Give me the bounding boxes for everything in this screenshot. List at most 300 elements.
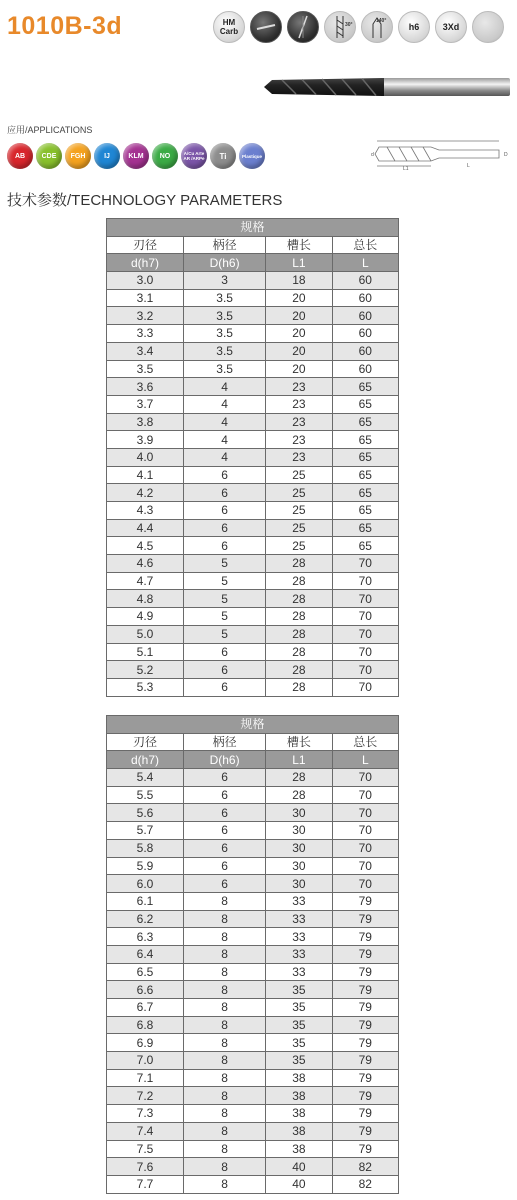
- table-cell: 23: [266, 431, 332, 449]
- table-cell: 6: [183, 502, 265, 520]
- table-row: [107, 999, 399, 1017]
- applications-list: [7, 143, 265, 169]
- column-header: 总长: [332, 236, 398, 254]
- table-cell: 60: [332, 325, 398, 343]
- table-cell: 35: [266, 981, 332, 999]
- table-cell: 3.5: [107, 360, 184, 378]
- table-cell: 33: [266, 928, 332, 946]
- table-cell: 3.5: [183, 325, 265, 343]
- table-row: [107, 466, 399, 484]
- table-row: [107, 1069, 399, 1087]
- table-cell: 25: [266, 466, 332, 484]
- app-ij-label: IJ: [104, 152, 110, 160]
- table-cell: 35: [266, 1052, 332, 1070]
- table-cell: 6: [183, 857, 265, 875]
- table-cell: 6: [183, 839, 265, 857]
- table-row: [107, 769, 399, 787]
- table-cell: 70: [332, 643, 398, 661]
- table-cell: 79: [332, 1052, 398, 1070]
- table-cell: 82: [332, 1158, 398, 1176]
- table-row: [107, 1105, 399, 1123]
- hm-carbide-label: HM Carb: [219, 18, 239, 36]
- table-cell: 3.2: [107, 307, 184, 325]
- table-row: [107, 448, 399, 466]
- table-cell: 6: [183, 661, 265, 679]
- table-cell: 6: [183, 786, 265, 804]
- schematic-l-label: L: [467, 163, 470, 169]
- table-cell: 4.3: [107, 502, 184, 520]
- coating-badge: [250, 11, 282, 43]
- table-cell: 79: [332, 945, 398, 963]
- table-row: [107, 537, 399, 555]
- table-row: [107, 1122, 399, 1140]
- table-cell: 6: [183, 678, 265, 696]
- column-unit: D(h6): [183, 254, 265, 272]
- point-angle-icon: [362, 12, 392, 42]
- table-cell: 40: [266, 1158, 332, 1176]
- table-cell: 3.6: [107, 378, 184, 396]
- table-cell: 5.4: [107, 769, 184, 787]
- table-row: [107, 590, 399, 608]
- table-cell: 70: [332, 769, 398, 787]
- table-cell: 8: [183, 1052, 265, 1070]
- table-row: [107, 892, 399, 910]
- table-cell: 70: [332, 875, 398, 893]
- table-row: [107, 839, 399, 857]
- table-cell: 3.5: [183, 289, 265, 307]
- table-row: [107, 1016, 399, 1034]
- table-cell: 6.2: [107, 910, 184, 928]
- table-cell: 8: [183, 1087, 265, 1105]
- table-cell: 3: [183, 272, 265, 290]
- drill-schematic: [371, 137, 511, 171]
- table-cell: 8: [183, 1140, 265, 1158]
- table-cell: 5.7: [107, 822, 184, 840]
- table-cell: 6.9: [107, 1034, 184, 1052]
- app-plastic: [239, 143, 265, 169]
- table-cell: 70: [332, 608, 398, 626]
- table-cell: 28: [266, 555, 332, 573]
- table-cell: 3.5: [183, 342, 265, 360]
- table-cell: 8: [183, 1105, 265, 1123]
- drill-image: [262, 72, 512, 102]
- table-cell: 79: [332, 1122, 398, 1140]
- table-cell: 30: [266, 822, 332, 840]
- table-row: [107, 910, 399, 928]
- table-cell: 79: [332, 999, 398, 1017]
- table-cell: 70: [332, 804, 398, 822]
- point-angle-badge: [361, 11, 393, 43]
- table-cell: 23: [266, 413, 332, 431]
- app-ti: [210, 143, 236, 169]
- table-cell: 5: [183, 625, 265, 643]
- table-row: [107, 928, 399, 946]
- table-cell: 3.0: [107, 272, 184, 290]
- table-cell: 4: [183, 395, 265, 413]
- schematic-l1-label: L1: [403, 166, 409, 171]
- table-cell: 65: [332, 502, 398, 520]
- spec-header: 规格: [107, 716, 399, 734]
- product-title: 1010B-3d: [7, 12, 123, 40]
- app-plastic-label: Plastique: [241, 153, 262, 159]
- table-cell: 6: [183, 519, 265, 537]
- table-cell: 82: [332, 1175, 398, 1193]
- table-cell: 65: [332, 378, 398, 396]
- table-cell: 5: [183, 608, 265, 626]
- table-cell: 5: [183, 555, 265, 573]
- table-row: [107, 395, 399, 413]
- table-cell: 8: [183, 1016, 265, 1034]
- table-row: [107, 625, 399, 643]
- table-cell: 40: [266, 1175, 332, 1193]
- table-cell: 7.1: [107, 1069, 184, 1087]
- table-cell: 70: [332, 786, 398, 804]
- table-row: [107, 555, 399, 573]
- table-row: [107, 1052, 399, 1070]
- table-cell: 65: [332, 466, 398, 484]
- table-cell: 6: [183, 484, 265, 502]
- table-cell: 60: [332, 307, 398, 325]
- schematic-D-label: D: [504, 152, 508, 158]
- table-cell: 4: [183, 431, 265, 449]
- table-cell: 70: [332, 572, 398, 590]
- table-cell: 28: [266, 590, 332, 608]
- table-cell: 60: [332, 342, 398, 360]
- table-cell: 35: [266, 1016, 332, 1034]
- table-cell: 30: [266, 839, 332, 857]
- table-cell: 5.0: [107, 625, 184, 643]
- schematic-d-label: d: [371, 152, 374, 158]
- table-cell: 79: [332, 892, 398, 910]
- table-cell: 5.9: [107, 857, 184, 875]
- column-header: 总长: [332, 733, 398, 751]
- 3xd-badge: [435, 11, 467, 43]
- table-cell: 25: [266, 519, 332, 537]
- table-cell: 20: [266, 342, 332, 360]
- app-klm-label: KLM: [128, 152, 144, 160]
- table-row: [107, 272, 399, 290]
- table-row: [107, 804, 399, 822]
- table-cell: 4.8: [107, 590, 184, 608]
- app-no: [152, 143, 178, 169]
- table-cell: 33: [266, 945, 332, 963]
- table-cell: 7.0: [107, 1052, 184, 1070]
- app-ti-label: Ti: [219, 151, 227, 161]
- column-unit: L: [332, 751, 398, 769]
- table-row: [107, 678, 399, 696]
- table-cell: 6.1: [107, 892, 184, 910]
- table-cell: 6: [183, 643, 265, 661]
- table-cell: 38: [266, 1140, 332, 1158]
- table-cell: 33: [266, 963, 332, 981]
- table-cell: 38: [266, 1122, 332, 1140]
- table-cell: 79: [332, 963, 398, 981]
- table-cell: 3.7: [107, 395, 184, 413]
- table-cell: 5.5: [107, 786, 184, 804]
- h6-label: h6: [408, 22, 420, 32]
- table-cell: 8: [183, 910, 265, 928]
- app-cde-label: CDE: [41, 152, 57, 160]
- table-cell: 38: [266, 1105, 332, 1123]
- hm-carbide-badge: [213, 11, 245, 43]
- table-cell: 4: [183, 448, 265, 466]
- 3xd-label: 3Xd: [442, 22, 460, 32]
- table-cell: 79: [332, 981, 398, 999]
- table-cell: 65: [332, 431, 398, 449]
- table-cell: 28: [266, 786, 332, 804]
- table-cell: 28: [266, 678, 332, 696]
- app-fgh: [65, 143, 91, 169]
- table-row: [107, 1034, 399, 1052]
- app-ab-label: AB: [14, 152, 26, 160]
- table-cell: 7.3: [107, 1105, 184, 1123]
- table-cell: 23: [266, 395, 332, 413]
- column-header: 柄径: [183, 733, 265, 751]
- table-cell: 70: [332, 590, 398, 608]
- table-cell: 70: [332, 857, 398, 875]
- table-cell: 6.4: [107, 945, 184, 963]
- table-row: [107, 484, 399, 502]
- table-row: [107, 378, 399, 396]
- table-cell: 79: [332, 1105, 398, 1123]
- table-cell: 7.2: [107, 1087, 184, 1105]
- table-cell: 65: [332, 537, 398, 555]
- table-cell: 60: [332, 272, 398, 290]
- parameters-table-2: [106, 715, 399, 1194]
- table-cell: 6: [183, 822, 265, 840]
- table-cell: 3.9: [107, 431, 184, 449]
- table-row: [107, 661, 399, 679]
- table-cell: 8: [183, 1069, 265, 1087]
- table-cell: 25: [266, 537, 332, 555]
- table-cell: 8: [183, 928, 265, 946]
- table-cell: 30: [266, 804, 332, 822]
- table-cell: 20: [266, 307, 332, 325]
- table-row: [107, 360, 399, 378]
- table-cell: 70: [332, 661, 398, 679]
- table-cell: 8: [183, 945, 265, 963]
- column-header: 槽长: [266, 733, 332, 751]
- column-header: 柄径: [183, 236, 265, 254]
- table-cell: 7.5: [107, 1140, 184, 1158]
- flute-icon: [288, 12, 318, 42]
- table-row: [107, 519, 399, 537]
- table-cell: 4.6: [107, 555, 184, 573]
- point-angle-label: 140°: [376, 18, 387, 24]
- table-cell: 65: [332, 448, 398, 466]
- table-row: [107, 875, 399, 893]
- spec-header: 规格: [107, 219, 399, 237]
- table-cell: 20: [266, 360, 332, 378]
- table-cell: 65: [332, 519, 398, 537]
- table-row: [107, 342, 399, 360]
- column-unit: L1: [266, 254, 332, 272]
- table-cell: 5.1: [107, 643, 184, 661]
- table-cell: 5: [183, 590, 265, 608]
- app-no-label: NO: [159, 152, 171, 160]
- table-cell: 4.0: [107, 448, 184, 466]
- table-cell: 4.2: [107, 484, 184, 502]
- table-cell: 6: [183, 875, 265, 893]
- table-cell: 35: [266, 1034, 332, 1052]
- table-cell: 30: [266, 875, 332, 893]
- table-cell: 8: [183, 963, 265, 981]
- table-cell: 5.8: [107, 839, 184, 857]
- table-cell: 25: [266, 484, 332, 502]
- table-cell: 79: [332, 910, 398, 928]
- table-cell: 60: [332, 360, 398, 378]
- table-cell: 6.5: [107, 963, 184, 981]
- svg-text:30°: 30°: [345, 22, 353, 28]
- table-cell: 70: [332, 822, 398, 840]
- table-cell: 28: [266, 608, 332, 626]
- table-cell: 7.4: [107, 1122, 184, 1140]
- table-cell: 28: [266, 625, 332, 643]
- blank-badge: [472, 11, 504, 43]
- table-cell: 8: [183, 1158, 265, 1176]
- table-cell: 6: [183, 537, 265, 555]
- table-cell: 8: [183, 892, 265, 910]
- h6-badge: [398, 11, 430, 43]
- table-cell: 8: [183, 981, 265, 999]
- table-cell: 8: [183, 1034, 265, 1052]
- table-row: [107, 413, 399, 431]
- table-cell: 8: [183, 1175, 265, 1193]
- table-cell: 38: [266, 1087, 332, 1105]
- table-cell: 33: [266, 892, 332, 910]
- app-ab: [7, 143, 33, 169]
- table-row: [107, 1087, 399, 1105]
- table-row: [107, 289, 399, 307]
- column-unit: d(h7): [107, 254, 184, 272]
- table-cell: 7.7: [107, 1175, 184, 1193]
- table-cell: 4: [183, 413, 265, 431]
- table-cell: 65: [332, 484, 398, 502]
- table-row: [107, 1140, 399, 1158]
- table-cell: 28: [266, 643, 332, 661]
- table-row: [107, 857, 399, 875]
- table-cell: 23: [266, 378, 332, 396]
- table-cell: 3.5: [183, 307, 265, 325]
- table-row: [107, 1158, 399, 1176]
- table-cell: 5: [183, 572, 265, 590]
- table-cell: 79: [332, 1140, 398, 1158]
- table-cell: 20: [266, 325, 332, 343]
- table-cell: 70: [332, 555, 398, 573]
- table-row: [107, 431, 399, 449]
- app-klm: [123, 143, 149, 169]
- table-row: [107, 608, 399, 626]
- column-header: 刃径: [107, 236, 184, 254]
- table-cell: 3.3: [107, 325, 184, 343]
- table-row: [107, 822, 399, 840]
- coating-icon: [251, 12, 281, 42]
- table-cell: 23: [266, 448, 332, 466]
- table-cell: 65: [332, 413, 398, 431]
- coating-dark-badge: [287, 11, 319, 43]
- app-cde: [36, 143, 62, 169]
- table-cell: 4.4: [107, 519, 184, 537]
- column-unit: L1: [266, 751, 332, 769]
- table-cell: 3.4: [107, 342, 184, 360]
- table-cell: 4.7: [107, 572, 184, 590]
- table-cell: 3.5: [183, 360, 265, 378]
- column-unit: L: [332, 254, 398, 272]
- table-cell: 6.7: [107, 999, 184, 1017]
- table-cell: 7.6: [107, 1158, 184, 1176]
- table-cell: 6.3: [107, 928, 184, 946]
- column-unit: D(h6): [183, 751, 265, 769]
- table-row: [107, 786, 399, 804]
- table-cell: 4.9: [107, 608, 184, 626]
- table-cell: 6: [183, 769, 265, 787]
- section-title: 技术参数/TECHNOLOGY PARAMETERS: [7, 192, 283, 209]
- table-row: [107, 981, 399, 999]
- table-cell: 30: [266, 857, 332, 875]
- helix-badge: [324, 11, 356, 43]
- table-row: [107, 963, 399, 981]
- table-cell: 35: [266, 999, 332, 1017]
- column-unit: d(h7): [107, 751, 184, 769]
- column-header: 刃径: [107, 733, 184, 751]
- table-cell: 70: [332, 839, 398, 857]
- parameters-table-1: [106, 218, 399, 697]
- table-cell: 5.3: [107, 678, 184, 696]
- table-cell: 70: [332, 678, 398, 696]
- table-cell: 4.5: [107, 537, 184, 555]
- table-cell: 4.1: [107, 466, 184, 484]
- table-cell: 28: [266, 661, 332, 679]
- table-cell: 79: [332, 1069, 398, 1087]
- table-cell: 65: [332, 395, 398, 413]
- table-cell: 8: [183, 1122, 265, 1140]
- column-header: 槽长: [266, 236, 332, 254]
- table-row: [107, 325, 399, 343]
- table-cell: 28: [266, 572, 332, 590]
- table-row: [107, 502, 399, 520]
- table-row: [107, 643, 399, 661]
- table-cell: 3.1: [107, 289, 184, 307]
- table-cell: 6: [183, 466, 265, 484]
- table-cell: 70: [332, 625, 398, 643]
- table-cell: 28: [266, 769, 332, 787]
- table-cell: 18: [266, 272, 332, 290]
- table-cell: 20: [266, 289, 332, 307]
- table-cell: 3.8: [107, 413, 184, 431]
- helix-angle-icon: [325, 12, 355, 42]
- table-cell: 6.6: [107, 981, 184, 999]
- table-row: [107, 307, 399, 325]
- table-cell: 33: [266, 910, 332, 928]
- app-fgh-label: FGH: [70, 152, 86, 160]
- table-cell: 79: [332, 1087, 398, 1105]
- applications-label: 应用/APPLICATIONS: [7, 125, 93, 135]
- app-alu: [181, 143, 207, 169]
- table-cell: 79: [332, 1034, 398, 1052]
- table-cell: 38: [266, 1069, 332, 1087]
- table-cell: 79: [332, 1016, 398, 1034]
- table-cell: 6.8: [107, 1016, 184, 1034]
- table-cell: 6: [183, 804, 265, 822]
- table-cell: 5.2: [107, 661, 184, 679]
- app-ij: [94, 143, 120, 169]
- table-cell: 25: [266, 502, 332, 520]
- table-cell: 79: [332, 928, 398, 946]
- table-cell: 6.0: [107, 875, 184, 893]
- table-row: [107, 572, 399, 590]
- table-cell: 4: [183, 378, 265, 396]
- feature-badges: [213, 11, 504, 43]
